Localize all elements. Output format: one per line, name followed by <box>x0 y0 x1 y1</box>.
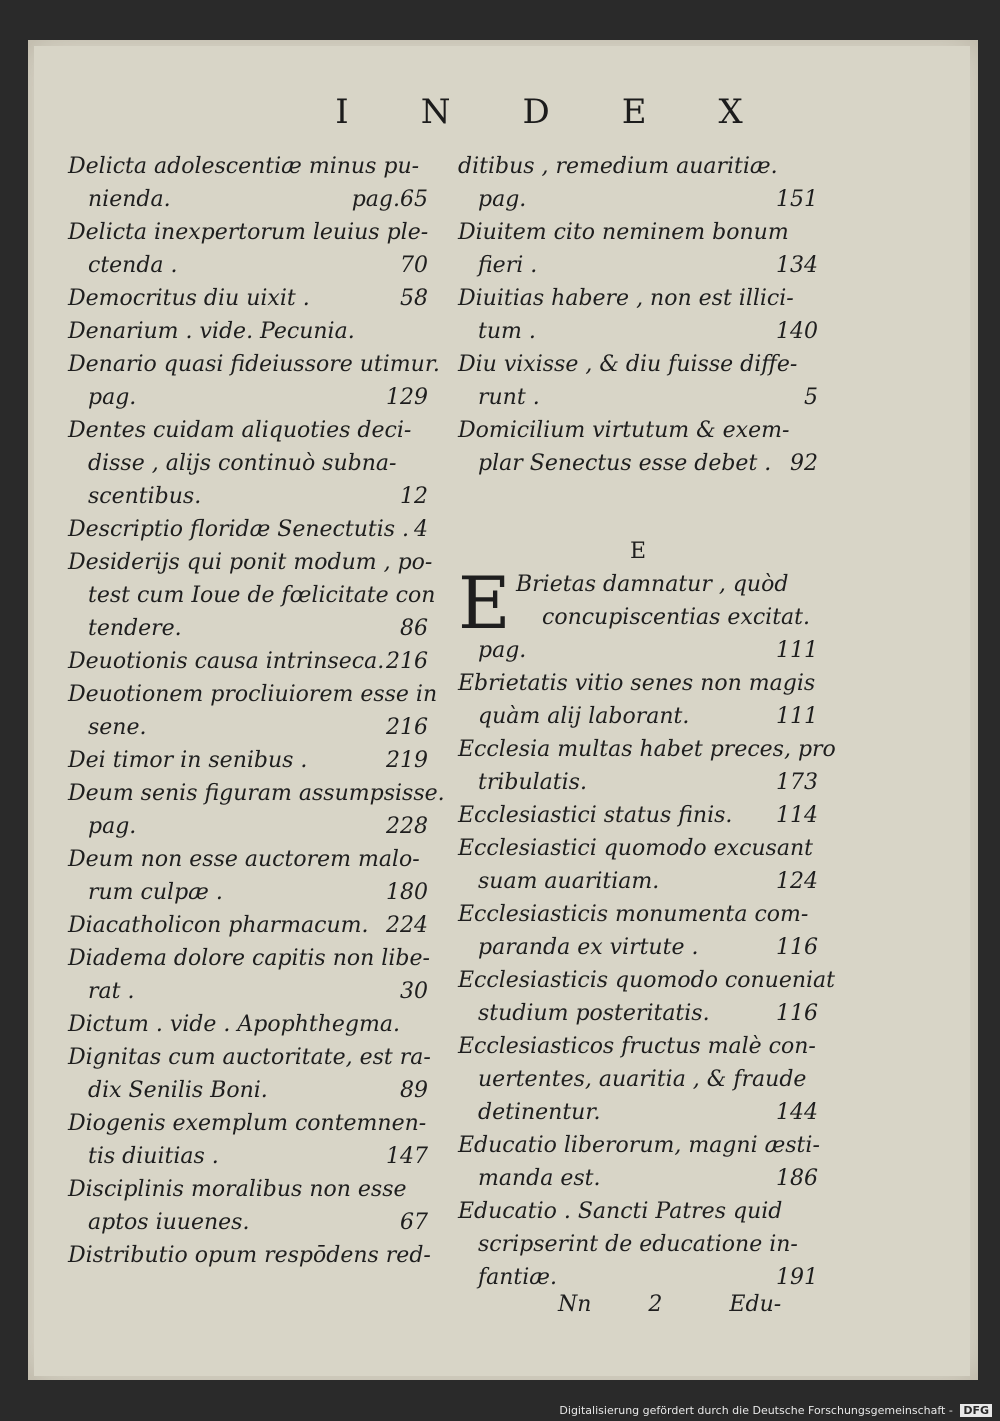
entry-line <box>68 579 436 612</box>
entry-line <box>68 909 428 942</box>
index-entry <box>458 1030 818 1129</box>
entry-line <box>458 1096 818 1129</box>
entry-text: scentibus. <box>88 484 202 509</box>
page-reference: 89 <box>400 1078 428 1103</box>
page-reference: 30 <box>400 979 428 1004</box>
entry-text: Ecclesiastici quomodo excusant <box>458 836 813 861</box>
entry-line <box>68 348 440 381</box>
entry-text: Domicilium virtutum & exem- <box>458 418 790 443</box>
entry-line <box>68 381 428 414</box>
page-reference: 116 <box>776 1001 818 1026</box>
dropcap-entry <box>458 561 818 667</box>
entry-text: Ecclesia multas habet preces, pro <box>458 737 836 762</box>
entry-text: Dictum . vide . Apophthegma. <box>68 1012 400 1037</box>
entry-line <box>68 1107 428 1140</box>
dfg-logo: DFG <box>960 1404 992 1417</box>
index-entry <box>458 150 818 216</box>
dropcap-letter: E <box>458 561 511 645</box>
entry-text: pag. <box>478 638 527 663</box>
page-reference: 224 <box>386 913 428 938</box>
entry-line <box>68 546 433 579</box>
index-entry <box>68 282 428 315</box>
entry-text: ditibus , remedium auaritiæ. <box>458 154 778 179</box>
entry-line <box>458 447 818 480</box>
section-letter: E <box>629 539 647 564</box>
index-entry <box>68 216 428 282</box>
index-entry <box>458 898 818 964</box>
entry-text: studium posteritatis. <box>478 1001 710 1026</box>
entry-text: fieri . <box>478 253 538 278</box>
entry-text: tum . <box>478 319 536 344</box>
index-entry <box>458 414 818 480</box>
entry-text: Delicta adolescentiæ minus pu- <box>68 154 420 179</box>
entry-text: Diuitias habere , non est illici- <box>458 286 794 311</box>
catchword-text: Edu- <box>729 1292 782 1317</box>
entry-line <box>68 183 428 216</box>
index-entry <box>68 348 440 414</box>
entry-line <box>458 964 836 997</box>
entry-line <box>458 348 818 381</box>
entry-line <box>68 1173 428 1206</box>
entry-line <box>68 282 428 315</box>
page-reference: 191 <box>776 1265 818 1290</box>
entry-text: Dei timor in senibus . <box>68 748 308 773</box>
entry-text: dix Senilis Boni. <box>88 1078 268 1103</box>
entry-text: tribulatis. <box>478 770 587 795</box>
page-reference: 219 <box>386 748 428 773</box>
entry-text: Disciplinis moralibus non esse <box>68 1177 407 1202</box>
entry-text: quàm alij laborant. <box>478 704 690 729</box>
entry-line <box>68 1140 428 1173</box>
entry-line: Brietas damnatur , quòd <box>516 572 789 597</box>
book-page <box>28 40 978 1380</box>
index-entry <box>458 832 818 898</box>
index-entry <box>458 1129 818 1195</box>
index-entry <box>68 315 428 348</box>
entry-text: ctenda . <box>88 253 178 278</box>
page-reference: 180 <box>386 880 428 905</box>
entry-line <box>458 249 818 282</box>
entry-text: Denario quasi fideiussore utimur. <box>68 352 440 377</box>
entry-text: test cum Ioue de fœlicitate con <box>88 583 436 608</box>
entry-line <box>458 315 818 348</box>
entry-line <box>68 1239 431 1272</box>
page-reference: 147 <box>386 1144 428 1169</box>
entry-line <box>458 898 818 931</box>
entry-text: aptos iuuenes. <box>88 1210 250 1235</box>
page-reference: 173 <box>776 770 818 795</box>
index-entry <box>458 1195 818 1294</box>
page-reference: 114 <box>776 803 818 828</box>
entry-line <box>68 447 428 480</box>
index-entry <box>68 150 428 216</box>
entry-text: Democritus diu uixit . <box>68 286 310 311</box>
index-entry <box>458 348 818 414</box>
entry-line <box>68 942 428 975</box>
footer-text: Digitalisierung gefördert durch die Deutsche Forschungsgemeinschaft - <box>559 1404 953 1417</box>
entry-line <box>68 1008 428 1041</box>
entry-line <box>68 711 428 744</box>
entry-text: runt . <box>478 385 540 410</box>
entry-text: plar Senectus esse debet . <box>478 451 772 476</box>
entry-line <box>68 777 445 810</box>
index-entry <box>68 843 428 909</box>
entry-line <box>458 1129 818 1162</box>
entry-text: pag. <box>88 814 137 839</box>
entry-line <box>68 513 428 546</box>
page-reference: 67 <box>400 1210 428 1235</box>
entry-line <box>68 1074 428 1107</box>
entry-line <box>68 843 428 876</box>
entry-line <box>68 810 428 843</box>
entry-text: Delicta inexpertorum leuius ple- <box>68 220 429 245</box>
entry-text: Deuotionis causa intrinseca. <box>68 649 385 674</box>
entry-text: disse , alijs continuò subna- <box>88 451 397 476</box>
page-reference: 144 <box>776 1100 818 1125</box>
entry-line <box>458 183 818 216</box>
entry-line <box>458 1228 818 1261</box>
index-entry <box>68 1107 428 1173</box>
entry-line <box>68 249 428 282</box>
entry-text: Deum senis figuram assumpsisse. <box>68 781 445 806</box>
right-entries-d <box>458 150 818 480</box>
entry-text: rat . <box>88 979 135 1004</box>
index-entry <box>458 282 818 348</box>
page-reference: 151 <box>776 187 818 212</box>
index-entry <box>68 414 428 513</box>
entry-text: Deuotionem procliuiorem esse in <box>68 682 438 707</box>
entry-text: Ecclesiasticis monumenta com- <box>458 902 809 927</box>
index-entry <box>458 216 818 282</box>
entry-text: Deum non esse auctorem malo- <box>68 847 420 872</box>
entry-text: tis diuitias . <box>88 1144 219 1169</box>
index-entry <box>68 1173 428 1239</box>
entry-line <box>458 667 818 700</box>
index-entry <box>458 799 818 832</box>
index-entry <box>68 1239 431 1272</box>
entry-text: Diadema dolore capitis non libe- <box>68 946 430 971</box>
entry-line <box>68 678 438 711</box>
entry-text: Dignitas cum auctoritate, est ra- <box>68 1045 431 1070</box>
entry-text: pag. <box>478 187 527 212</box>
page-reference: 92 <box>790 451 818 476</box>
entry-line <box>68 1041 431 1074</box>
entry-text: Ecclesiasticos fructus malè con- <box>458 1034 816 1059</box>
page-reference: 86 <box>400 616 428 641</box>
page-reference: 228 <box>386 814 428 839</box>
entry-text: Denarium . vide. Pecunia. <box>68 319 355 344</box>
entry-line <box>458 799 818 832</box>
entry-text: paranda ex virtute . <box>478 935 699 960</box>
index-entry <box>458 964 836 1030</box>
entry-text: tendere. <box>88 616 182 641</box>
entry-line <box>68 975 428 1008</box>
entry-text: suam auaritiam. <box>478 869 660 894</box>
entry-text: Dentes cuidam aliquoties deci- <box>68 418 412 443</box>
entry-line <box>458 766 818 799</box>
index-entry <box>68 1008 428 1041</box>
entry-line <box>458 216 818 249</box>
entry-text: fantiæ. <box>478 1265 557 1290</box>
entry-text: Ecclesiastici status finis. <box>458 803 733 828</box>
entry-text: Diogenis exemplum contemnen- <box>68 1111 427 1136</box>
right-entries-e <box>458 667 836 1294</box>
entry-line <box>458 282 818 315</box>
index-entry <box>68 513 428 546</box>
entry-line <box>458 865 818 898</box>
entry-text: Diuitem cito neminem bonum <box>458 220 789 245</box>
section-gap <box>458 480 818 535</box>
entry-line <box>68 414 428 447</box>
entry-text: uertentes, auaritia , & fraude <box>478 1067 807 1092</box>
entry-text: pag. <box>88 385 137 410</box>
entry-line <box>68 315 428 348</box>
entry-line <box>458 634 818 667</box>
entry-line <box>458 733 836 766</box>
entry-line <box>458 414 818 447</box>
entry-line <box>68 1206 428 1239</box>
page-reference: 4 <box>414 517 428 542</box>
entry-line <box>458 1063 818 1096</box>
index-entry <box>458 667 818 733</box>
entry-text: rum culpæ . <box>88 880 223 905</box>
entry-line <box>68 645 428 678</box>
entry-line <box>458 381 818 414</box>
entry-text: scripserint de educatione in- <box>478 1232 798 1257</box>
entry-line <box>458 832 818 865</box>
entry-text: Ecclesiasticis quomodo conueniat <box>458 968 836 993</box>
footer-credit <box>559 1404 992 1417</box>
page-reference: 12 <box>400 484 428 509</box>
entry-line <box>458 1195 818 1228</box>
signature-mark: Nn <box>558 1292 592 1317</box>
page-reference: 116 <box>776 935 818 960</box>
page-reference: 140 <box>776 319 818 344</box>
index-entry <box>68 744 428 777</box>
entry-line <box>458 1030 818 1063</box>
entry-line <box>458 1261 818 1294</box>
entry-line <box>68 150 428 183</box>
page-reference: 129 <box>386 385 428 410</box>
entry-line <box>458 700 818 733</box>
entry-line <box>458 150 818 183</box>
page-reference: 58 <box>400 286 428 311</box>
entry-text: Educatio liberorum, magni æsti- <box>458 1133 820 1158</box>
entry-line <box>68 612 428 645</box>
page-reference: 186 <box>776 1166 818 1191</box>
page-reference: 216 <box>386 649 428 674</box>
page-reference: 70 <box>400 253 428 278</box>
entry-text: Descriptio floridæ Senectutis . <box>68 517 410 542</box>
index-entry <box>68 1041 431 1107</box>
entry-line <box>68 480 428 513</box>
index-entry <box>68 678 438 744</box>
entry-line <box>68 216 428 249</box>
page-reference: 134 <box>776 253 818 278</box>
entry-line <box>458 997 818 1030</box>
page-title: INDEX <box>335 92 815 132</box>
page-reference: 216 <box>386 715 428 740</box>
entry-text: manda est. <box>478 1166 601 1191</box>
signature-number: 2 <box>648 1292 663 1317</box>
page-reference: 111 <box>776 638 818 663</box>
entry-text: Ebrietatis vitio senes non magis <box>458 671 816 696</box>
page-reference: pag.65 <box>351 187 428 212</box>
entry-line <box>458 1162 818 1195</box>
entry-line <box>458 931 818 964</box>
entry-line: concupiscentias excitat. <box>542 605 810 630</box>
right-column <box>458 150 836 1294</box>
entry-text: Diu vixisse , & diu fuisse diffe- <box>458 352 798 377</box>
left-column <box>68 150 445 1272</box>
page-reference: 124 <box>776 869 818 894</box>
entry-text: Distributio opum respōdens red- <box>68 1243 431 1268</box>
page-reference: 111 <box>776 704 818 729</box>
entry-line <box>68 876 428 909</box>
entry-text: Diacatholicon pharmacum. <box>68 913 369 938</box>
index-entry <box>68 777 445 843</box>
entry-text: Desiderijs qui ponit modum , po- <box>68 550 433 575</box>
index-entry <box>68 645 428 678</box>
catchword <box>558 1292 818 1317</box>
index-entry <box>458 733 836 799</box>
index-entry <box>68 546 436 645</box>
entry-text: Educatio . Sancti Patres quid <box>458 1199 783 1224</box>
entry-text: nienda. <box>88 187 171 212</box>
entry-line <box>68 744 428 777</box>
entry-text: sene. <box>88 715 147 740</box>
index-entry <box>68 909 428 942</box>
entry-text: detinentur. <box>478 1100 601 1125</box>
page-reference: 5 <box>804 385 818 410</box>
index-entry <box>68 942 428 1008</box>
